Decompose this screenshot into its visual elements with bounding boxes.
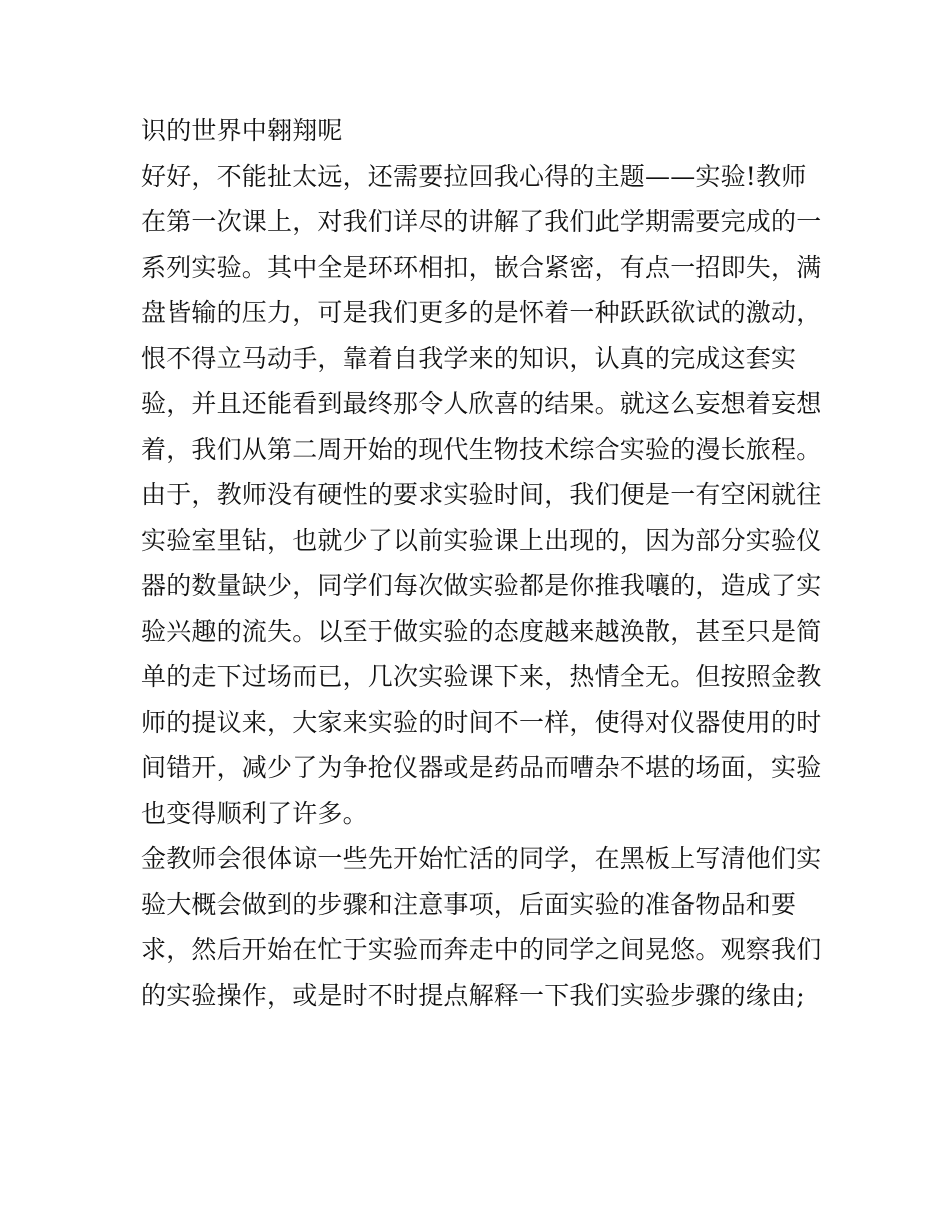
text-line: 验，并且还能看到最终那令人欣喜的结果。就这么妄想着妄想 (141, 389, 822, 418)
text-line: 验兴趣的流失。以至于做实验的态度越来越涣散，甚至只是简 (141, 616, 822, 646)
text-line: 系列实验。其中全是环环相扣，嵌合紧密，有点一招即失，满 (141, 252, 822, 282)
text-line: 也变得顺利了许多。 (141, 798, 368, 828)
text-line: 盘皆输的压力，可是我们更多的是怀着一种跃跃欲试的激动， (141, 298, 822, 327)
text-line: 金教师会很体谅一些先开始忙活的同学，在黑板上写清他们实 (141, 844, 822, 873)
text-line: 师的提议来，大家来实验的时间不一样，使得对仪器使用的时 (141, 707, 822, 737)
text-line: 由于，教师没有硬性的要求实验时间，我们便是一有空闲就往 (141, 480, 822, 509)
text-line: 在第一次课上，对我们详尽的讲解了我们此学期需要完成的一 (141, 207, 822, 236)
body-text (141, 108, 821, 1018)
text-line: 求，然后开始在忙于实验而奔走中的同学之间晃悠。观察我们 (141, 935, 822, 964)
text-line: 识的世界中翱翔呢 (141, 116, 343, 145)
text-line: 的实验操作，或是时不时提点解释一下我们实验步骤的缘由; (141, 980, 805, 1010)
text-line: 实验室里钻，也就少了以前实验课上出现的，因为部分实验仪 (141, 525, 822, 555)
text-line: 器的数量缺少，同学们每次做实验都是你推我嚷的，造成了实 (141, 571, 822, 600)
text-line: 验大概会做到的步骤和注意事项，后面实验的准备物品和要 (141, 889, 797, 919)
text-line: 好好，不能扯太远，还需要拉回我心得的主题——实验!教师 (141, 161, 807, 191)
text-line: 着，我们从第二周开始的现代生物技术综合实验的漫长旅程。 (141, 434, 822, 464)
text-line: 单的走下过场而已，几次实验课下来，热情全无。但按照金教 (141, 662, 822, 691)
text-line: 恨不得立马动手，靠着自我学来的知识，认真的完成这套实 (141, 343, 797, 373)
text-line: 间错开，减少了为争抢仪器或是药品而嘈杂不堪的场面，实验 (141, 753, 822, 782)
